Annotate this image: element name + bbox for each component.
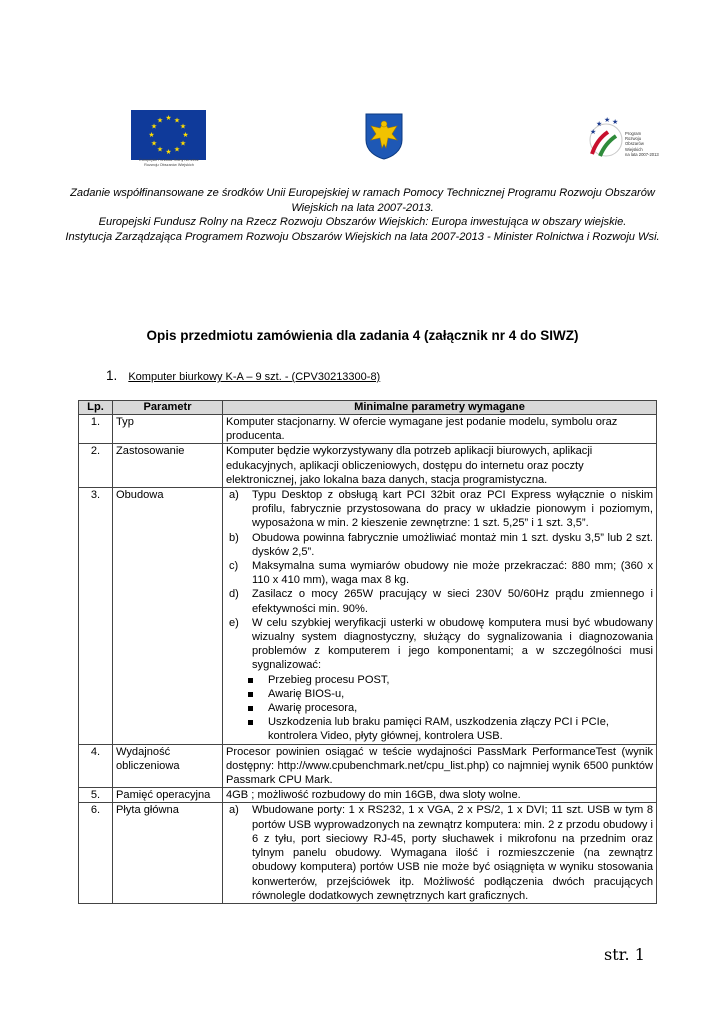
row-requirement: Komputer stacjonarny. W ofercie wymagane jest podanie modelu, symbolu oraz producenta.: [223, 415, 657, 444]
row-lp: 3.: [79, 488, 113, 745]
row-param: Wydajność obliczeniowa: [113, 744, 223, 788]
cofinancing-line-3: Instytucja Zarządzająca Programem Rozwoju Obszarów Wiejskich na lata 2007-2013 - Minister Rolnictwa i Rozwoju Wsi.: [65, 230, 660, 243]
row-requirement: Komputer będzie wykorzystywany dla potrzeb aplikacji biurowych, aplikacji edukacyjnych, aplikacji obliczeniowych, dostępu do internetu oraz poczty elektronicznej, jako lokalna baza danych, stacja programistyczna.: [223, 444, 657, 488]
bullet-item: Awarię procesora,: [268, 701, 653, 715]
svg-text:★: ★: [156, 116, 164, 125]
bullet-item: Uszkodzenia lub braku pamięci RAM, uszkodzenia złączy PCI i PCIe, kontrolera Video, płyty głównej, kontrolera USB.: [268, 715, 653, 743]
row-requirement: [223, 488, 657, 745]
table-row: [79, 488, 657, 745]
svg-text:★: ★: [179, 122, 187, 131]
svg-text:★: ★: [179, 139, 187, 148]
bullet-item: Awarię BIOS-u,: [268, 687, 653, 701]
list-item: c) Maksymalna suma wymiarów obudowy nie może przekraczać: 880 mm; (360 x 110 x 410 mm), waga max 8 kg.: [229, 560, 653, 587]
prow-logo: [582, 114, 630, 162]
svg-text:★: ★: [165, 148, 172, 156]
svg-text:★: ★: [604, 116, 611, 124]
cofinancing-line-1: Zadanie współfinansowane ze środków Unii Europejskiej w ramach Pomocy Technicznej Programu Rozwoju Obszarów Wiejskich na lata 2007-2013.: [70, 187, 655, 214]
requirement-list: [226, 803, 653, 902]
bullet-item: Przebieg procesu POST,: [268, 673, 653, 687]
svg-text:★: ★: [156, 145, 164, 154]
header-requirements: Minimalne parametry wymagane: [223, 401, 657, 415]
svg-text:★: ★: [165, 114, 172, 122]
row-lp: 5.: [79, 788, 113, 803]
row-lp: 1.: [79, 415, 113, 444]
diagnostic-bullet-list: [226, 673, 653, 744]
cofinancing-note: [60, 186, 665, 244]
section-number: 1.: [106, 368, 118, 383]
svg-text:★: ★: [150, 122, 158, 131]
list-item: e) W celu szybkiej weryfikacji usterki w obudowę komputera musi być wbudowany wizualny system diagnostyczny, służący do sygnalizowania i diagnozowania problemów z komputerem i jego komponentami; a w szczególności musi sygnalizować:: [229, 616, 653, 672]
prow-logo-text: Program Rozwoju Obszarów Wiejskich na lata 2007-2013: [625, 131, 659, 157]
header-lp: Lp.: [79, 401, 113, 415]
svg-text:★: ★: [148, 131, 155, 139]
table-row: [79, 744, 657, 788]
row-lp: 4.: [79, 744, 113, 788]
row-param: Zastosowanie: [113, 444, 223, 488]
header-param: Parametr: [113, 401, 223, 415]
row-param: Płyta główna: [113, 803, 223, 903]
row-param: Pamięć operacyjna: [113, 788, 223, 803]
logo-bar: [0, 104, 725, 166]
row-param: Obudowa: [113, 488, 223, 745]
list-item: a) Wbudowane porty: 1 x RS232, 1 x VGA, 2 x PS/2, 1 x DVI; 11 szt. USB w tym 8 portów USB wyprowadzonych na zewnątrz komputera: min. 2 z przodu obudowy i 6 z tyłu, port sieciowy RJ-45, porty słuchawek i mikrofonu na przednim oraz tylnym panelu obudowy. Wymagana ilość i rozmieszczenie (na zewnątrz obudowy komputera) portów USB nie może być osiągnięta w wyniku stosowania konwerterów, przejściówek itp. Możliwość podłączenia dwóch pracujących równolegle dodatkowych zewnętrznych kart graficznych.: [229, 804, 653, 902]
eu-flag-logo: [131, 110, 206, 160]
cofinancing-line-2: Europejski Fundusz Rolny na Rzecz Rozwoju Obszarów Wiejskich: Europa inwestująca w obszary wiejskie.: [98, 216, 627, 229]
section-label: Komputer biurkowy K-A – 9 szt. - (CPV30213300-8): [128, 371, 381, 383]
svg-text:★: ★: [173, 145, 181, 154]
document-title: Opis przedmiotu zamówienia dla zadania 4 (załącznik nr 4 do SIWZ): [146, 328, 579, 343]
page-number: str. 1: [604, 945, 645, 964]
row-requirement: Procesor powinien osiągać w teście wydajności PassMark PerformanceTest (wynik dostępny: http://www.cpubenchmark.net/cpu_list.php) co najmniej wynik 6500 punktów Passmark CPU Mark.: [223, 744, 657, 788]
row-lp: 2.: [79, 444, 113, 488]
svg-text:★: ★: [182, 131, 189, 139]
list-item: d) Zasilacz o mocy 265W pracujący w sieci 230V 50/60Hz prądu zmiennego i efektywności min. 90%.: [229, 588, 653, 615]
requirement-list: [226, 488, 653, 673]
row-param: Typ: [113, 415, 223, 444]
eu-logo-caption: Europejski Fundusz Rolny na rzecz Rozwoju Obszarów Wiejskich: [139, 158, 199, 167]
list-item: a) Typu Desktop z obsługą kart PCI 32bit oraz PCI Express wyłącznie o niskim profilu, fabrycznie przystosowana do pracy w układzie pionowym i poziomym, wyposażona w min. 2 kieszenie zewnętrzne: 1 szt. 5,25” i 1 szt. 3,5”.: [229, 489, 653, 530]
svg-text:★: ★: [173, 116, 181, 125]
section-heading: [106, 368, 380, 383]
svg-text:★: ★: [612, 118, 619, 126]
table-row: [79, 788, 657, 803]
svg-text:★: ★: [596, 120, 603, 128]
spec-table: [78, 400, 657, 904]
row-requirement: 4GB ; możliwość rozbudowy do min 16GB, dwa sloty wolne.: [223, 788, 657, 803]
row-requirement: [223, 803, 657, 903]
table-row: [79, 415, 657, 444]
voivodeship-crest-logo: [364, 112, 404, 160]
table-row: [79, 803, 657, 903]
table-row: [79, 444, 657, 488]
svg-text:★: ★: [150, 139, 158, 148]
svg-text:★: ★: [590, 128, 597, 136]
table-header-row: [79, 401, 657, 415]
row-lp: 6.: [79, 803, 113, 903]
list-item: b) Obudowa powinna fabrycznie umożliwiać montaż min 1 szt. dysku 3,5” lub 2 szt. dysków 2,5”.: [229, 531, 653, 558]
